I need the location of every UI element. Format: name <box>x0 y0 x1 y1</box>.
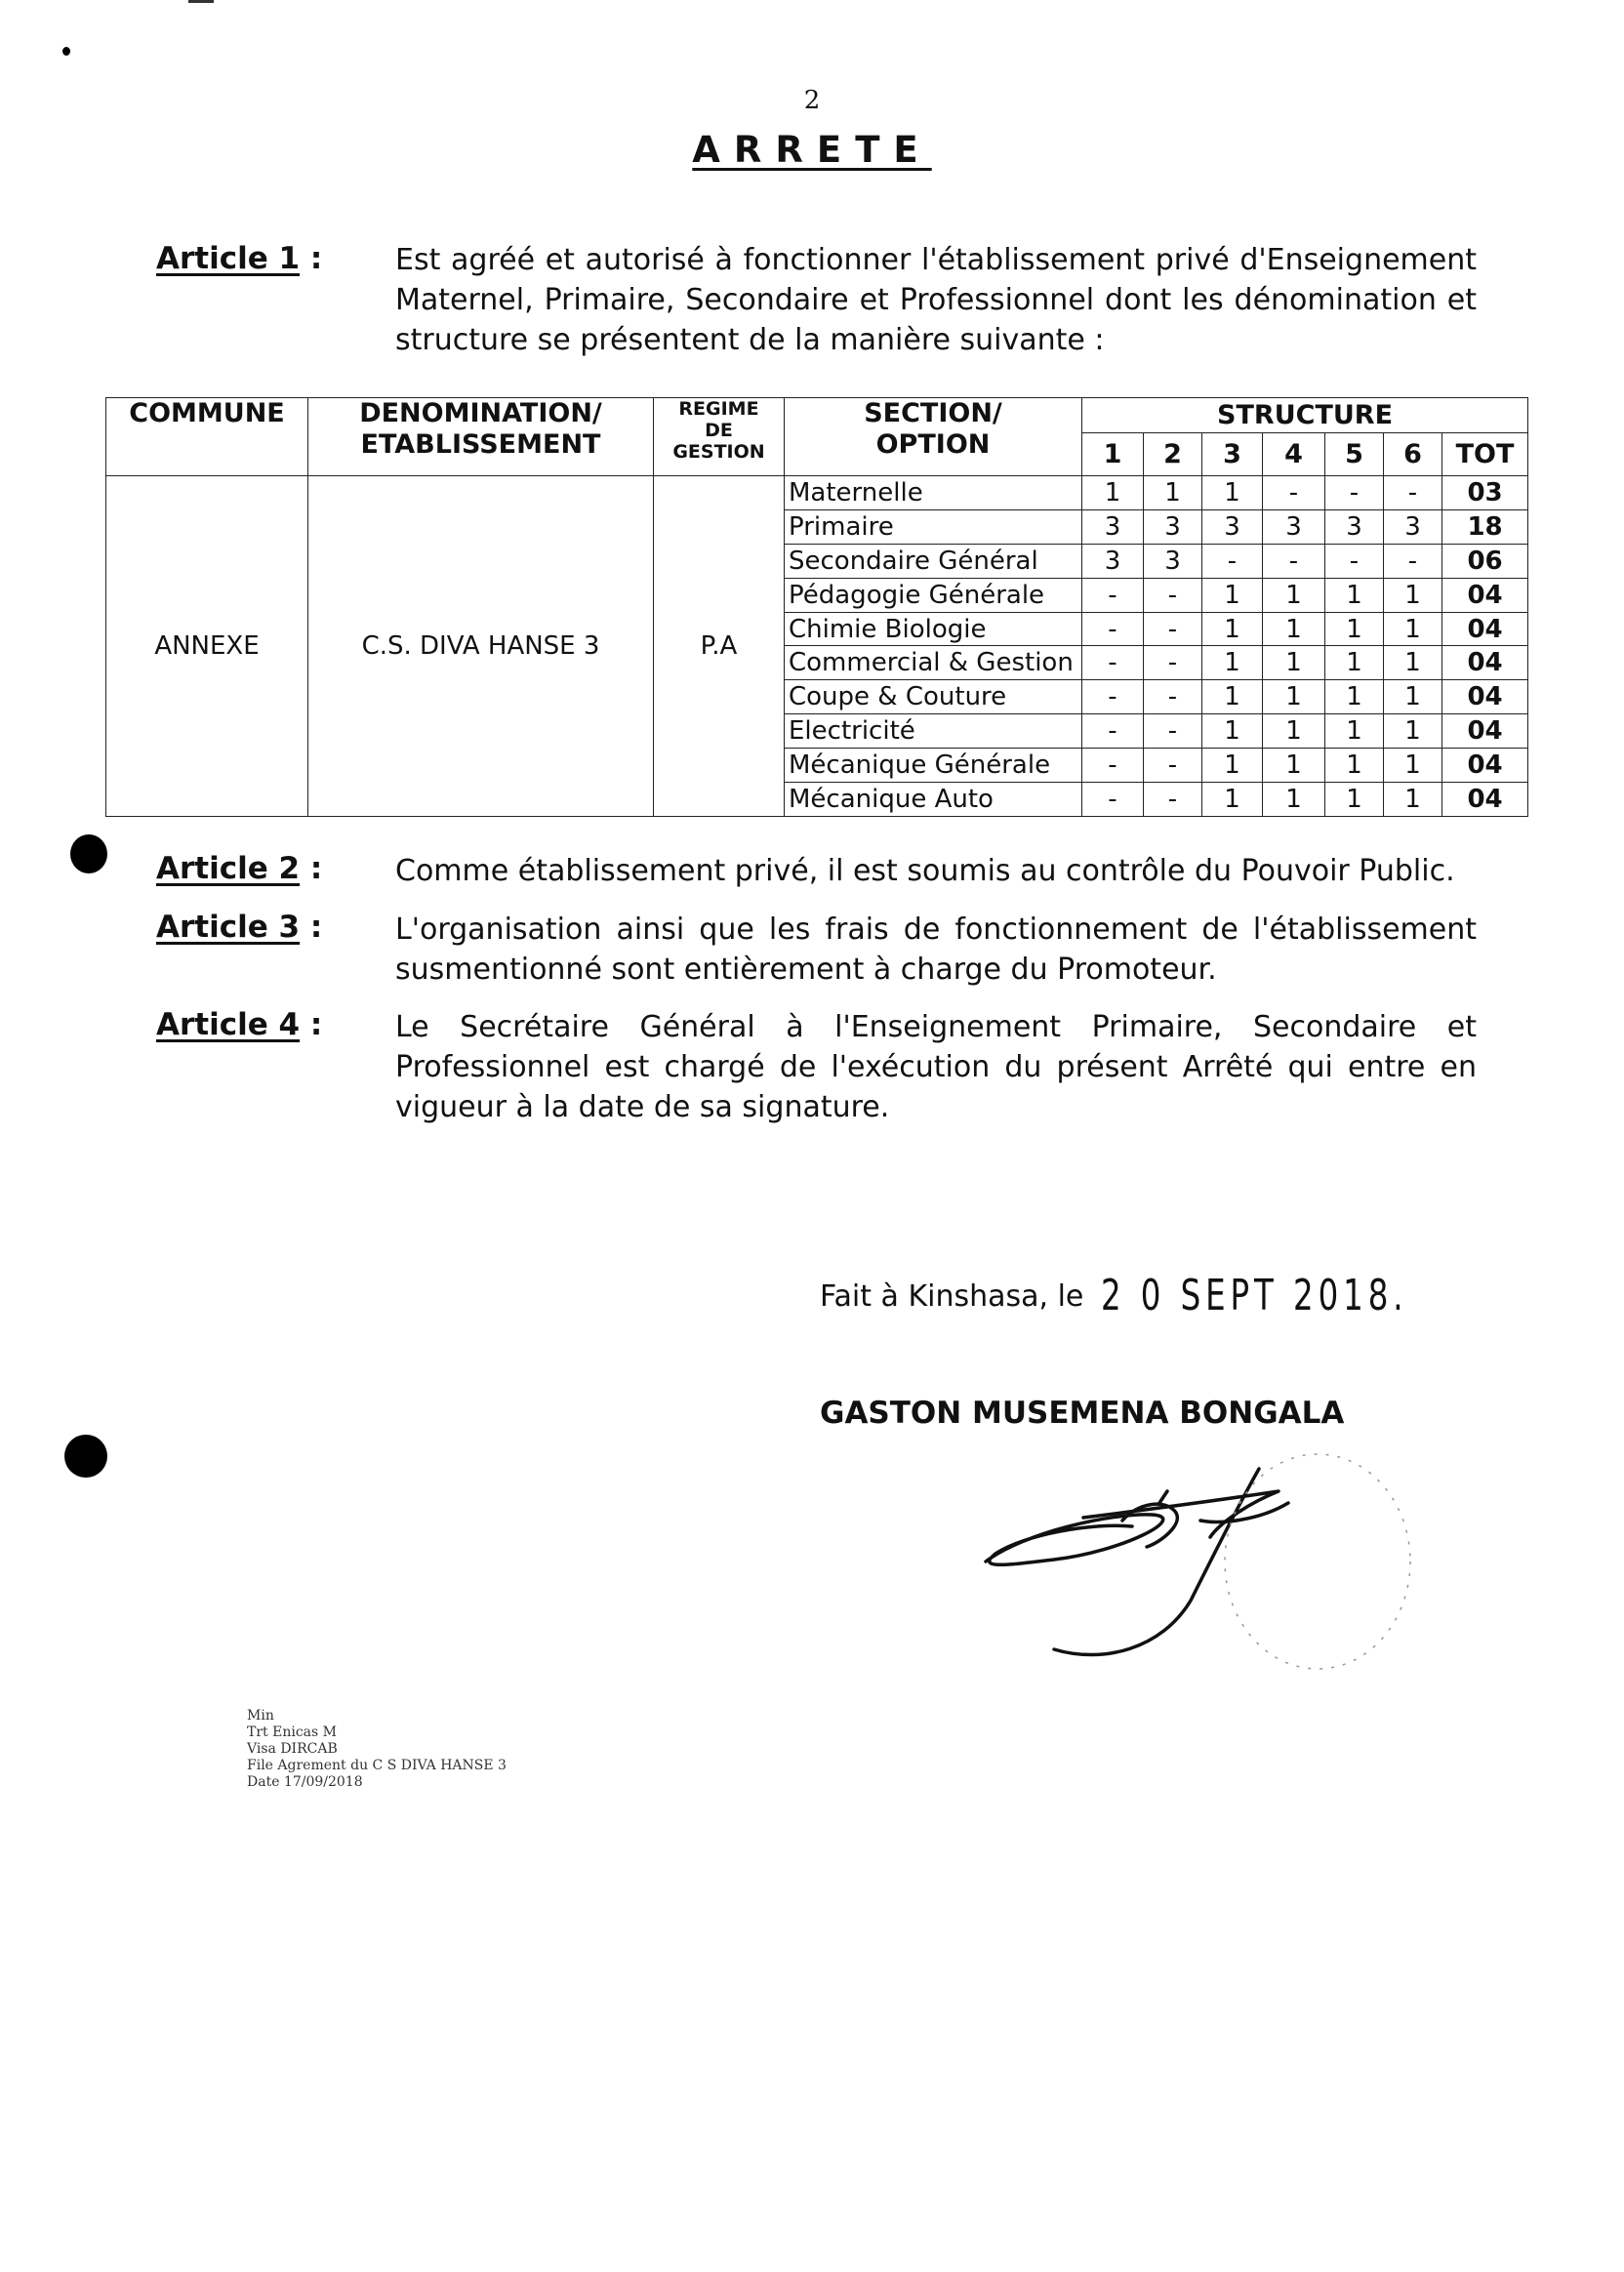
total-cell: 04 <box>1442 749 1528 783</box>
level-cell: - <box>1325 476 1384 510</box>
header-level-6: 6 <box>1384 433 1442 476</box>
section-cell: Commercial & Gestion <box>785 646 1082 680</box>
signatory-name: GASTON MUSEMENA BONGALA <box>820 1396 1345 1431</box>
header-total: TOT <box>1442 433 1528 476</box>
header-level-2: 2 <box>1144 433 1202 476</box>
section-cell: Coupe & Couture <box>785 680 1082 714</box>
handwritten-signature <box>966 1444 1435 1679</box>
level-cell: 1 <box>1325 680 1384 714</box>
article-2-label: Article 2 : <box>156 851 323 886</box>
level-cell: 1 <box>1384 578 1442 612</box>
article-1-label: Article 1 : <box>156 241 323 276</box>
regime-cell: P.A <box>654 476 785 817</box>
level-cell: 1 <box>1263 680 1325 714</box>
level-cell: - <box>1144 783 1202 817</box>
commune-cell: ANNEXE <box>106 476 308 817</box>
total-cell: 03 <box>1442 476 1528 510</box>
footer-reference-note: Min Trt Enicas M Visa DIRCAB File Agrement du C S DIVA HANSE 3 Date 17/09/2018 <box>247 1708 507 1790</box>
table-row <box>106 476 1528 510</box>
level-cell: - <box>1082 646 1144 680</box>
level-cell: - <box>1082 612 1144 646</box>
level-cell: 1 <box>1202 476 1263 510</box>
level-cell: 1 <box>1263 578 1325 612</box>
place-date <box>820 1271 1476 1320</box>
level-cell: 1 <box>1325 578 1384 612</box>
level-cell: 1 <box>1325 714 1384 749</box>
level-cell: 1 <box>1202 612 1263 646</box>
place-label: Fait à Kinshasa, le <box>820 1279 1084 1314</box>
level-cell: 1 <box>1263 646 1325 680</box>
article-1-text: Est agréé et autorisé à fonctionner l'établissement privé d'Enseignement Maternel, Primaire, Secondaire et Professionnel dont les dénomination et structure se présentent de la manière suivante : <box>395 243 1477 357</box>
level-cell: 1 <box>1202 646 1263 680</box>
header-structure: STRUCTURE <box>1082 398 1528 433</box>
document-title: ARRETE <box>692 129 932 171</box>
level-cell: 1 <box>1202 749 1263 783</box>
total-cell: 04 <box>1442 646 1528 680</box>
total-cell: 04 <box>1442 612 1528 646</box>
level-cell: 1 <box>1202 680 1263 714</box>
level-cell: 1 <box>1384 749 1442 783</box>
header-level-4: 4 <box>1263 433 1325 476</box>
article-3-label: Article 3 : <box>156 910 323 945</box>
section-cell: Chimie Biologie <box>785 612 1082 646</box>
level-cell: 1 <box>1325 783 1384 817</box>
level-cell: - <box>1384 476 1442 510</box>
section-cell: Mécanique Auto <box>785 783 1082 817</box>
level-cell: - <box>1263 544 1325 578</box>
level-cell: - <box>1082 749 1144 783</box>
level-cell: 3 <box>1144 509 1202 544</box>
etablissement-cell: C.S. DIVA HANSE 3 <box>308 476 654 817</box>
level-cell: 3 <box>1144 544 1202 578</box>
level-cell: 3 <box>1202 509 1263 544</box>
date-stamp: 2 0 SEPT 2018. <box>1101 1271 1408 1320</box>
level-cell: - <box>1263 476 1325 510</box>
level-cell: - <box>1082 783 1144 817</box>
level-cell: 1 <box>1384 646 1442 680</box>
level-cell: - <box>1144 749 1202 783</box>
structure-table <box>105 397 1528 817</box>
level-cell: 1 <box>1082 476 1144 510</box>
section-cell: Pédagogie Générale <box>785 578 1082 612</box>
section-cell: Primaire <box>785 509 1082 544</box>
header-commune: COMMUNE <box>106 398 308 476</box>
level-cell: - <box>1082 680 1144 714</box>
page-number: 2 <box>803 86 821 115</box>
level-cell: 1 <box>1325 749 1384 783</box>
level-cell: 3 <box>1082 544 1144 578</box>
level-cell: - <box>1144 680 1202 714</box>
total-cell: 04 <box>1442 714 1528 749</box>
level-cell: - <box>1144 612 1202 646</box>
article-4-text: Le Secrétaire Général à l'Enseignement Primaire, Secondaire et Professionnel est chargé de l'exécution du présent Arrêté qui entre en vigueur à la date de sa signature. <box>395 1010 1477 1124</box>
level-cell: 1 <box>1384 714 1442 749</box>
level-cell: - <box>1082 578 1144 612</box>
level-cell: - <box>1144 578 1202 612</box>
level-cell: - <box>1144 714 1202 749</box>
scan-speck <box>62 47 70 56</box>
header-level-1: 1 <box>1082 433 1144 476</box>
level-cell: 3 <box>1325 509 1384 544</box>
header-section: SECTION/ OPTION <box>785 398 1082 476</box>
section-cell: Secondaire Général <box>785 544 1082 578</box>
level-cell: 1 <box>1325 646 1384 680</box>
scan-speck <box>188 0 214 3</box>
level-cell: 1 <box>1325 612 1384 646</box>
level-cell: 1 <box>1384 612 1442 646</box>
section-cell: Mécanique Générale <box>785 749 1082 783</box>
total-cell: 18 <box>1442 509 1528 544</box>
level-cell: - <box>1325 544 1384 578</box>
punch-hole-mark <box>64 1435 107 1478</box>
level-cell: - <box>1144 646 1202 680</box>
level-cell: 1 <box>1144 476 1202 510</box>
article-3-text: L'organisation ainsi que les frais de fonctionnement de l'établissement susmentionné sont entièrement à charge du Promoteur. <box>395 913 1477 987</box>
header-level-3: 3 <box>1202 433 1263 476</box>
level-cell: 1 <box>1263 714 1325 749</box>
header-denomination: DENOMINATION/ ETABLISSEMENT <box>308 398 654 476</box>
punch-hole-mark <box>70 834 107 873</box>
level-cell: 3 <box>1384 509 1442 544</box>
total-cell: 06 <box>1442 544 1528 578</box>
level-cell: - <box>1384 544 1442 578</box>
level-cell: 3 <box>1263 509 1325 544</box>
total-cell: 04 <box>1442 578 1528 612</box>
total-cell: 04 <box>1442 783 1528 817</box>
total-cell: 04 <box>1442 680 1528 714</box>
header-level-5: 5 <box>1325 433 1384 476</box>
level-cell: 3 <box>1082 509 1144 544</box>
level-cell: 1 <box>1384 783 1442 817</box>
article-4-label: Article 4 : <box>156 1007 323 1042</box>
level-cell: 1 <box>1263 783 1325 817</box>
level-cell: 1 <box>1202 783 1263 817</box>
header-regime: REGIME DE GESTION <box>654 398 785 476</box>
section-cell: Electricité <box>785 714 1082 749</box>
section-cell: Maternelle <box>785 476 1082 510</box>
level-cell: 1 <box>1202 714 1263 749</box>
level-cell: 1 <box>1384 680 1442 714</box>
level-cell: - <box>1082 714 1144 749</box>
level-cell: 1 <box>1263 749 1325 783</box>
level-cell: 1 <box>1263 612 1325 646</box>
level-cell: 1 <box>1202 578 1263 612</box>
level-cell: - <box>1202 544 1263 578</box>
article-2-text: Comme établissement privé, il est soumis au contrôle du Pouvoir Public. <box>395 854 1455 888</box>
